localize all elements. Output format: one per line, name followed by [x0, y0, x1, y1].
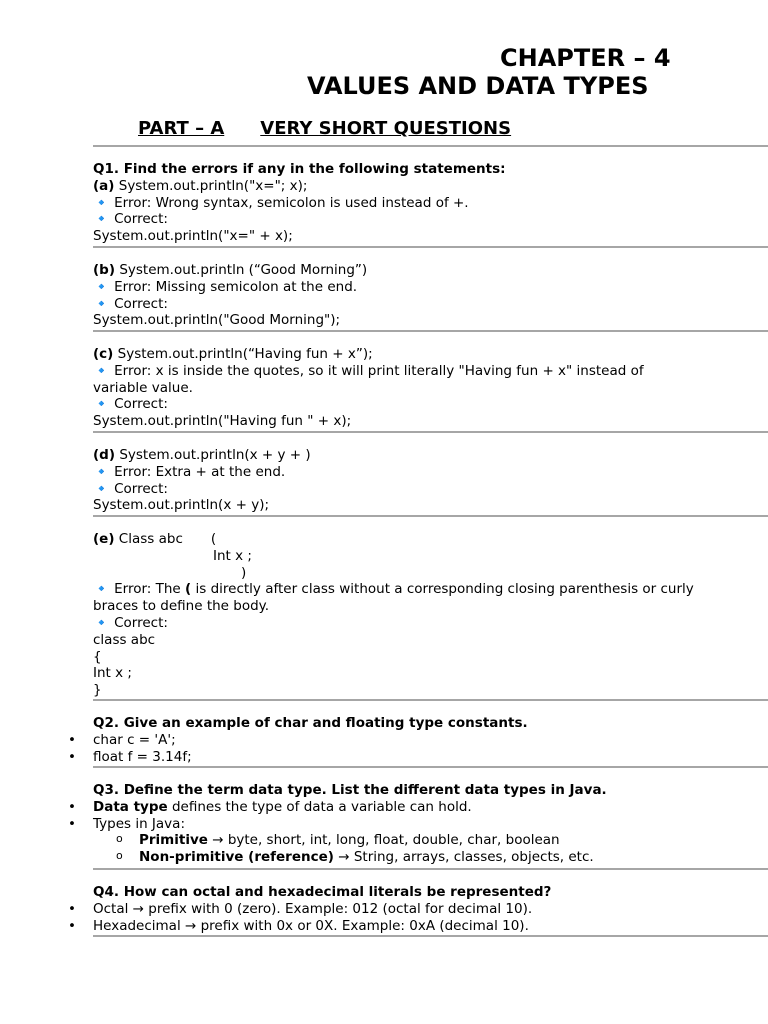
- bullet-diamond-icon: 🔹: [93, 396, 110, 413]
- sub-list-item: o Primitive → byte, short, int, long, float, double, char, boolean: [93, 832, 748, 849]
- q1b-error: 🔹 Error: Missing semicolon at the end.: [93, 278, 358, 295]
- q1e-fix-line: {: [93, 648, 102, 665]
- list-item: • char c = 'A';: [93, 732, 748, 749]
- q1c-fix: System.out.println("Having fun " + x);: [93, 413, 352, 430]
- q1e-statement-line2: Int x ;: [213, 547, 252, 564]
- q1e-fix-line: Int x ;: [93, 665, 132, 682]
- q1a-fix: System.out.println("x=" + x);: [93, 228, 293, 245]
- bullet-diamond-icon: 🔹: [93, 480, 110, 497]
- list-item: • Types in Java: o Primitive → byte, short, int, long, float, double, char, boolean o Non-primitive (reference) → String, arrays, classes, objects, etc.: [93, 816, 748, 866]
- divider: [93, 330, 768, 332]
- bullet-diamond-icon: 🔹: [93, 581, 110, 598]
- part-title: VERY SHORT QUESTIONS: [260, 118, 512, 139]
- q1-section: [93, 161, 748, 245]
- q1a-correct-label: 🔹 Correct:: [93, 211, 168, 228]
- bullet-diamond-icon: 🔹: [93, 614, 110, 631]
- list-item: • Hexadecimal → prefix with 0x or 0X. Example: 0xA (decimal 10).: [93, 918, 748, 935]
- q1b-statement: (b) System.out.println (“Good Morning”): [93, 262, 368, 278]
- q1c-correct-label: 🔹 Correct:: [93, 396, 168, 413]
- divider: [93, 246, 768, 248]
- bullet-diamond-icon: 🔹: [93, 295, 110, 312]
- q3-section: [93, 782, 748, 866]
- sub-list-item: o Non-primitive (reference) → String, arrays, classes, objects, etc.: [93, 849, 748, 866]
- q4-section: [93, 884, 748, 934]
- q1a-error: 🔹 Error: Wrong syntax, semicolon is used instead of +.: [93, 194, 469, 211]
- divider: [93, 868, 768, 870]
- list-item: • float f = 3.14f;: [93, 749, 748, 766]
- q1d-correct-label: 🔹 Correct:: [93, 480, 168, 497]
- list-item: • Data type defines the type of data a variable can hold.: [93, 799, 748, 816]
- q1d-statement: (d) System.out.println(x + y + ): [93, 447, 311, 463]
- bullet-diamond-icon: 🔹: [93, 278, 110, 295]
- bullet-diamond-icon: 🔹: [93, 362, 110, 379]
- divider: [93, 431, 768, 433]
- q1a-statement: (a) System.out.println("x="; x);: [93, 177, 308, 194]
- q1e-section: [93, 531, 748, 699]
- q1c-error: 🔹 Error: x is inside the quotes, so it will print literally "Having fun + x" instead of variable value.: [93, 362, 644, 396]
- q1e-statement-line1: (e) Class abc (: [93, 531, 217, 547]
- q1e-fix-line: class abc: [93, 631, 156, 648]
- part-heading: [138, 118, 511, 140]
- q1b-correct-label: 🔹 Correct:: [93, 295, 168, 312]
- bullet-diamond-icon: 🔹: [93, 211, 110, 228]
- q1-question: Q1. Find the errors if any in the following statements:: [93, 161, 506, 177]
- divider: [93, 766, 768, 768]
- chapter-title: VALUES AND DATA TYPES: [307, 72, 649, 100]
- divider: [93, 145, 768, 147]
- q1e-correct-label: 🔹 Correct:: [93, 614, 168, 631]
- q1c-section: [93, 346, 748, 430]
- divider: [93, 515, 768, 517]
- q4-question: Q4. How can octal and hexadecimal literals be represented?: [93, 884, 552, 900]
- part-label: PART – A: [138, 118, 225, 139]
- bullet-diamond-icon: 🔹: [93, 194, 110, 211]
- chapter-number: CHAPTER – 4: [500, 44, 671, 72]
- divider: [93, 699, 768, 701]
- list-item: • Octal → prefix with 0 (zero). Example: 012 (octal for decimal 10).: [93, 901, 748, 918]
- q2-question: Q2. Give an example of char and floating type constants.: [93, 715, 528, 731]
- q1d-section: [93, 447, 748, 514]
- q1e-error: 🔹 Error: The ( is directly after class without a corresponding closing parenthesis or curly braces to define the body.: [93, 581, 694, 615]
- q1d-fix: System.out.println(x + y);: [93, 497, 270, 514]
- bullet-diamond-icon: 🔹: [93, 463, 110, 480]
- divider: [93, 935, 768, 937]
- q1c-statement: (c) System.out.println(“Having fun + x”);: [93, 346, 373, 362]
- q1d-error: 🔹 Error: Extra + at the end.: [93, 463, 286, 480]
- q1b-fix: System.out.println("Good Morning");: [93, 312, 341, 329]
- q2-section: [93, 715, 748, 765]
- q1e-fix-line: }: [93, 682, 102, 699]
- q1e-statement-line3: ): [241, 564, 247, 581]
- q1b-section: [93, 262, 748, 329]
- q3-question: Q3. Define the term data type. List the different data types in Java.: [93, 782, 607, 798]
